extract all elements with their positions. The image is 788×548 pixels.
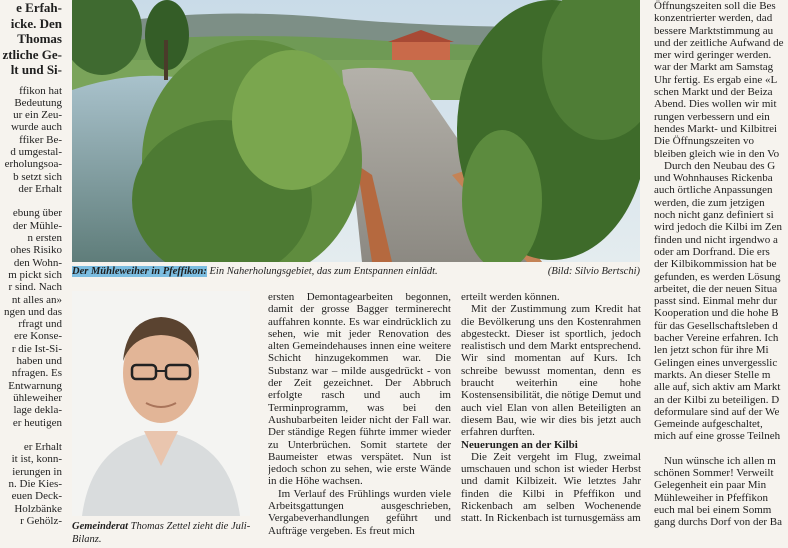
article-column-3 xyxy=(461,291,641,548)
text-line: ierungen in xyxy=(12,465,62,478)
paragraph: ersten Demontagearbeiten begonnen, damit der grosse Bagger terminerecht auffahren konnte. Es war eindrücklich zu sehen, wie mit jeder Renovation des alten Gemeindehauses innen eine weitere Schicht hinzugekommen war. Die Substanz war – milde ausgedrückt - von der Zeit gezeichnet. Der Abbruch erfolgte rasch und auch im Terminprogramm, was bei den Aushubarbeiten leider nicht der Fall war. Der ständige Regen führte immer wieder zu Unterbrüchen. Somit startete der Baumeister etwas verspätet. Nun ist jedoch schon zu sehen, wie erste Wände in die Höhe wachsen. xyxy=(268,291,451,488)
text-line: der Erhalt xyxy=(18,182,62,195)
right-column-text xyxy=(654,0,788,528)
text-line: n. Die Kies- xyxy=(8,478,62,490)
text-line: euch mal bei einem Somm xyxy=(654,503,772,516)
text-line: bacher Vereine erfahren. Ich xyxy=(654,332,779,345)
text-line: len jetzt schon für ihre Mi xyxy=(654,344,769,357)
text-line: war der Markt am Samstag xyxy=(654,61,774,74)
text-line: ffiker Be- xyxy=(19,133,62,146)
text-line: Entwarnung xyxy=(8,379,62,392)
text-line: r Gehölz- xyxy=(20,514,62,527)
text-line: Die Öffnungszeiten vo xyxy=(654,135,754,148)
photo-muehleweiher xyxy=(72,0,640,262)
text-line: Holzbänke xyxy=(14,502,62,515)
text-line: lt und Si- xyxy=(10,62,62,77)
text-line: er heutigen xyxy=(12,416,62,429)
text-line: Gelingen eines unvergesslic xyxy=(654,356,778,369)
text-line: ohes Risiko xyxy=(10,244,62,257)
text-line: ngen und das xyxy=(3,305,62,318)
text-line: nfragen. Es xyxy=(11,367,62,380)
article-column-2 xyxy=(268,291,451,548)
text-line: finden und nicht irgendwo a xyxy=(654,233,778,246)
text-line: bleiben gleich wie in den Vo xyxy=(654,147,780,160)
portrait-caption-text: Thomas Zettel zieht die Juli-Bilanz. xyxy=(72,521,251,545)
text-line: Gemeinde aufgeschaltet, xyxy=(654,418,763,431)
text-line: konzentrierter werden, dad xyxy=(654,12,773,25)
text-line: gefunden, es werden Lösung xyxy=(654,270,781,283)
text-line: wurde auch xyxy=(10,121,62,134)
text-line: mich auf eine grosse Teilneh xyxy=(654,430,781,443)
text-line: e Erfah- xyxy=(16,0,62,15)
right-column-fragment xyxy=(654,0,788,548)
portrait-image xyxy=(72,291,250,516)
text-line: ur ein Zeu- xyxy=(13,109,62,122)
photo-credit: (Bild: Silvio Bertschi) xyxy=(547,266,640,277)
caption-text: Ein Naherholungsgebiet, das zum Entspannen einlädt. xyxy=(206,266,438,277)
text-line: oder am Dorfrand. Die ers xyxy=(654,245,770,258)
text-line: ühleweiher xyxy=(13,391,62,404)
text-line: Gelegenheit ein paar Min xyxy=(654,479,767,492)
text-line: ebung über xyxy=(12,207,62,220)
text-line: Durch den Neubau des G xyxy=(664,159,776,172)
text-line: schönen Sommer! Verweilt xyxy=(654,466,774,479)
text-line: euen Deck- xyxy=(11,490,62,503)
text-line xyxy=(0,429,62,441)
section-heading: Neuerungen an der Kilbi xyxy=(461,438,578,451)
text-line: werden, die zum jetzigen xyxy=(654,196,765,209)
text-line: Uhr fertig. Es ergab eine «L xyxy=(654,73,778,86)
text-line: nt alles an» xyxy=(11,293,62,306)
portrait-caption xyxy=(72,520,257,546)
text-line: Öffnungszeiten soll die Bes xyxy=(654,0,776,12)
portrait-caption-title: Gemeinderat xyxy=(72,521,128,532)
text-line: noch nicht ganz definiert si xyxy=(654,209,774,222)
text-line: Nun wünsche ich allen m xyxy=(664,454,776,467)
text-line: ztliche Ge- xyxy=(2,46,62,62)
text-line: Mühleweiher in Pfeffikon xyxy=(654,491,769,504)
text-line: Thomas xyxy=(17,31,62,46)
text-line: bessere Marktstimmung au xyxy=(654,24,774,37)
text-line: mer wird geringer werden. xyxy=(654,49,772,62)
text-line: arbeitet, die der neuen Situa xyxy=(654,282,778,295)
text-line: für das Gesellschaftsleben d xyxy=(654,319,778,332)
left-column-text xyxy=(0,85,62,528)
text-line: und Wohnhauses Rickenba xyxy=(654,172,773,185)
text-line: it ist, konn- xyxy=(11,453,62,466)
text-line: Abend. Dies wollen wir mit xyxy=(654,98,777,111)
text-line: auch örtliche Anpassungen xyxy=(654,184,773,197)
text-line: der Kilbikommission hat be xyxy=(654,258,777,271)
text-line: den Wohn- xyxy=(13,256,62,269)
text-line: ere Konse- xyxy=(14,330,62,343)
text-line: r die Ist-Si- xyxy=(11,342,62,355)
text-line: lage dekla- xyxy=(13,404,62,417)
paragraph: erteilt werden können. xyxy=(461,291,560,303)
text-line: und der zeitliche Aufwand de xyxy=(654,36,784,49)
paragraph: Die Zeit vergeht im Flug, zweimal umschauen und schon ist wieder Herbst und damit Kilbizeit. Wie letztes Jahr finden die Kilbi in Pfeffikon und Rickenbach am selben Wochenende statt. In Rickenbach ist turnusgemäss am xyxy=(461,450,641,525)
portrait-photo xyxy=(72,291,250,516)
text-line xyxy=(0,195,62,207)
text-line: passt sind. Einmal mehr dur xyxy=(654,295,778,308)
text-line: icke. Den xyxy=(10,15,62,31)
left-column-heading xyxy=(0,0,62,78)
text-line: d umgestal- xyxy=(10,145,62,158)
text-line: markts. An dieser Stelle m xyxy=(654,368,771,381)
text-line: Kooperation und die hohe B xyxy=(654,307,779,320)
text-line: wird jedoch die Kilbi im Zen xyxy=(654,221,782,234)
text-line: er Erhalt xyxy=(23,441,62,454)
text-line: alle auf, sich aktiv am Markt xyxy=(654,381,781,394)
caption-title: Der Mühleweiher in Pfeffikon: xyxy=(72,266,207,277)
text-line: Bedeutung xyxy=(14,96,62,109)
text-line: r sind. Nach xyxy=(8,281,62,294)
paragraph: Im Verlauf des Frühlings wurden viele Arbeitsgattungen ausgeschrieben, Vergabeverhandlungen geführt und Aufträge vergeben. Es freut mich xyxy=(268,487,451,537)
text-line: rungen verbessern und ein xyxy=(654,110,770,123)
text-line: gang durchs Dorf von der Ba xyxy=(654,516,782,529)
text-line: n ersten xyxy=(27,232,62,245)
text-line: an der Kilbi zu beteiligen. D xyxy=(654,393,780,406)
text-line: hendes Markt- und Kilbitrei xyxy=(654,122,778,135)
text-line: schen Markt und der Beiza xyxy=(654,86,773,99)
paragraph: Mit der Zustimmung zum Kredit hat die Bevölkerung uns den Kostenrahmen abgesteckt. Dieser ist sportlich, jedoch realistisch und dem Markt entsprechend. Wir sind momentan auf Kurs. Ich schreibe bewusst momentan, denn es braucht weiterhin eine hohe Kostensensibilität, die nötige Demut und auch viel Elan von allen Beteiligten an diesem Bau, wie wir dies bis jetzt auch erfahren durften. xyxy=(461,303,641,439)
text-line: b setzt sich xyxy=(13,170,62,183)
text-line: erholungsoa- xyxy=(4,158,62,171)
text-line: der Mühle- xyxy=(12,219,62,232)
text-line: rfragt und xyxy=(18,318,62,331)
text-line: ffikon hat xyxy=(19,84,62,97)
text-line: m pickt sich xyxy=(8,268,62,281)
text-line: haben und xyxy=(16,355,62,368)
pond-landscape-image xyxy=(72,0,640,262)
photo-caption xyxy=(72,265,640,279)
left-column-fragment xyxy=(0,0,62,548)
text-line: deformulare sind auf der We xyxy=(654,405,780,418)
